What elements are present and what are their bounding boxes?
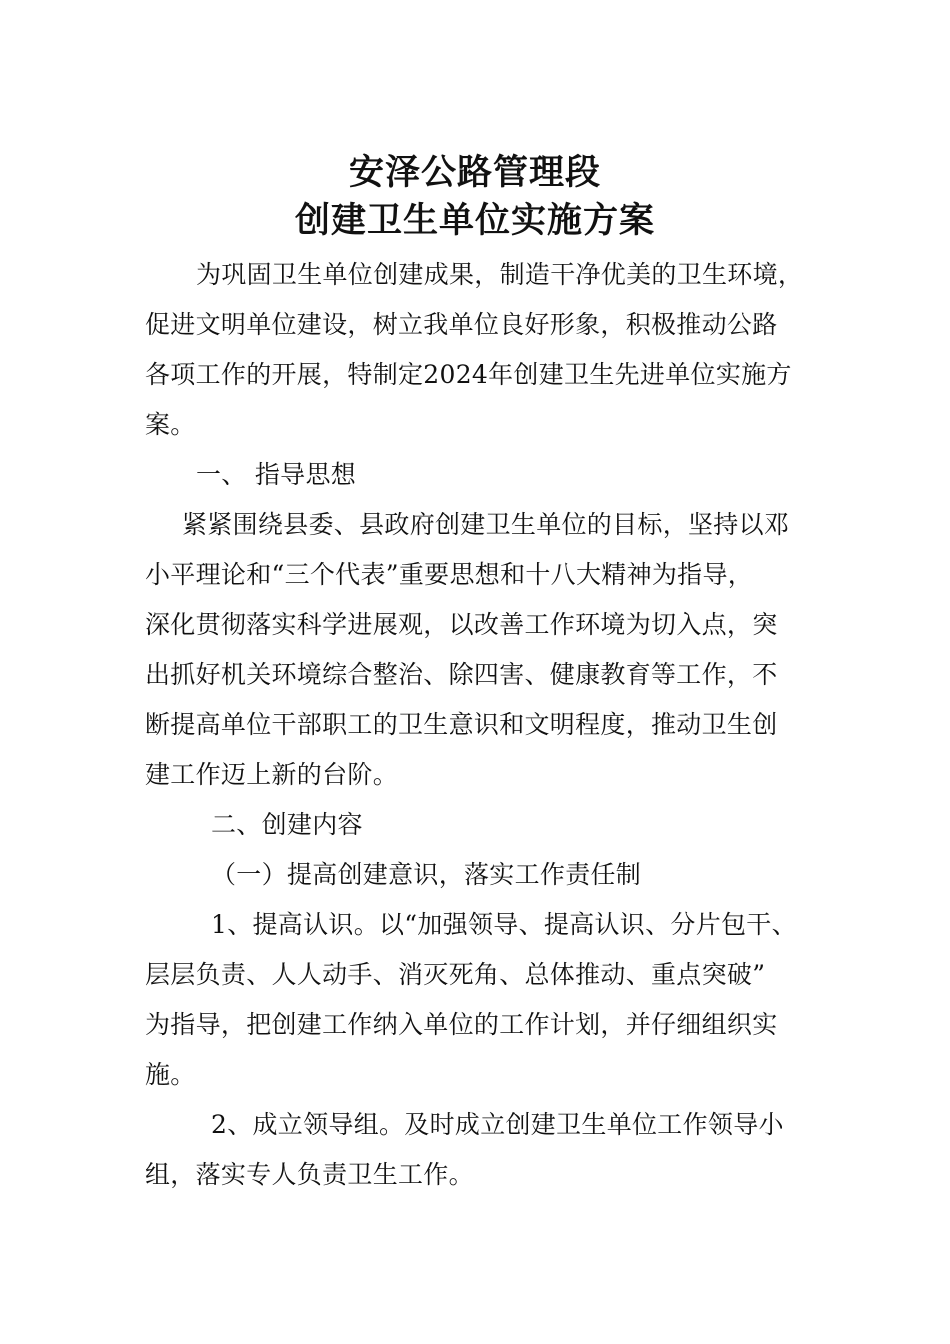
section-heading-2: 二、创建内容	[211, 810, 363, 839]
body-line-6: 紧紧围绕县委、县政府创建卫生单位的目标，坚持以邓	[182, 510, 790, 539]
body-line-1: 为巩固卫生单位创建成果，制造干净优美的卫生环境，	[196, 260, 804, 289]
section-heading-1: 一、 指导思想	[196, 460, 357, 489]
body-line-11: 建工作迈上新的台阶。	[145, 760, 399, 789]
body-line-8: 深化贯彻落实科学进展观，以改善工作环境为切入点，突	[145, 610, 778, 639]
body-line-9: 出抓好机关环境综合整治、除四害、健康教育等工作，不	[145, 660, 778, 689]
document-title-line-2: 创建卫生单位实施方案	[294, 200, 655, 241]
body-line-17: 施。	[145, 1060, 196, 1089]
body-line-4: 案。	[145, 410, 196, 439]
body-line-7: 小平理论和“三个代表”重要思想和十八大精神为指导，	[145, 560, 754, 589]
document-title-line-1: 安泽公路管理段	[348, 152, 601, 193]
subsection-heading-1: （一）提高创建意识，落实工作责任制	[211, 860, 642, 889]
body-line-15: 层层负责、人人动手、消灭死角、总体推动、重点突破”	[145, 960, 766, 989]
body-line-2: 促进文明单位建设，树立我单位良好形象，积极推动公路	[145, 310, 778, 339]
body-line-16: 为指导，把创建工作纳入单位的工作计划，并仔细组织实	[145, 1010, 778, 1039]
body-line-18: 2、成立领导组。及时成立创建卫生单位工作领导小	[211, 1110, 784, 1139]
body-line-10: 断提高单位干部职工的卫生意识和文明程度，推动卫生创	[145, 710, 778, 739]
body-line-14: 1、提高认识。以“加强领导、提高认识、分片包干、	[211, 910, 797, 939]
body-line-19: 组，落实专人负责卫生工作。	[145, 1160, 474, 1189]
body-line-3: 各项工作的开展，特制定2024年创建卫生先进单位实施方	[145, 360, 792, 389]
